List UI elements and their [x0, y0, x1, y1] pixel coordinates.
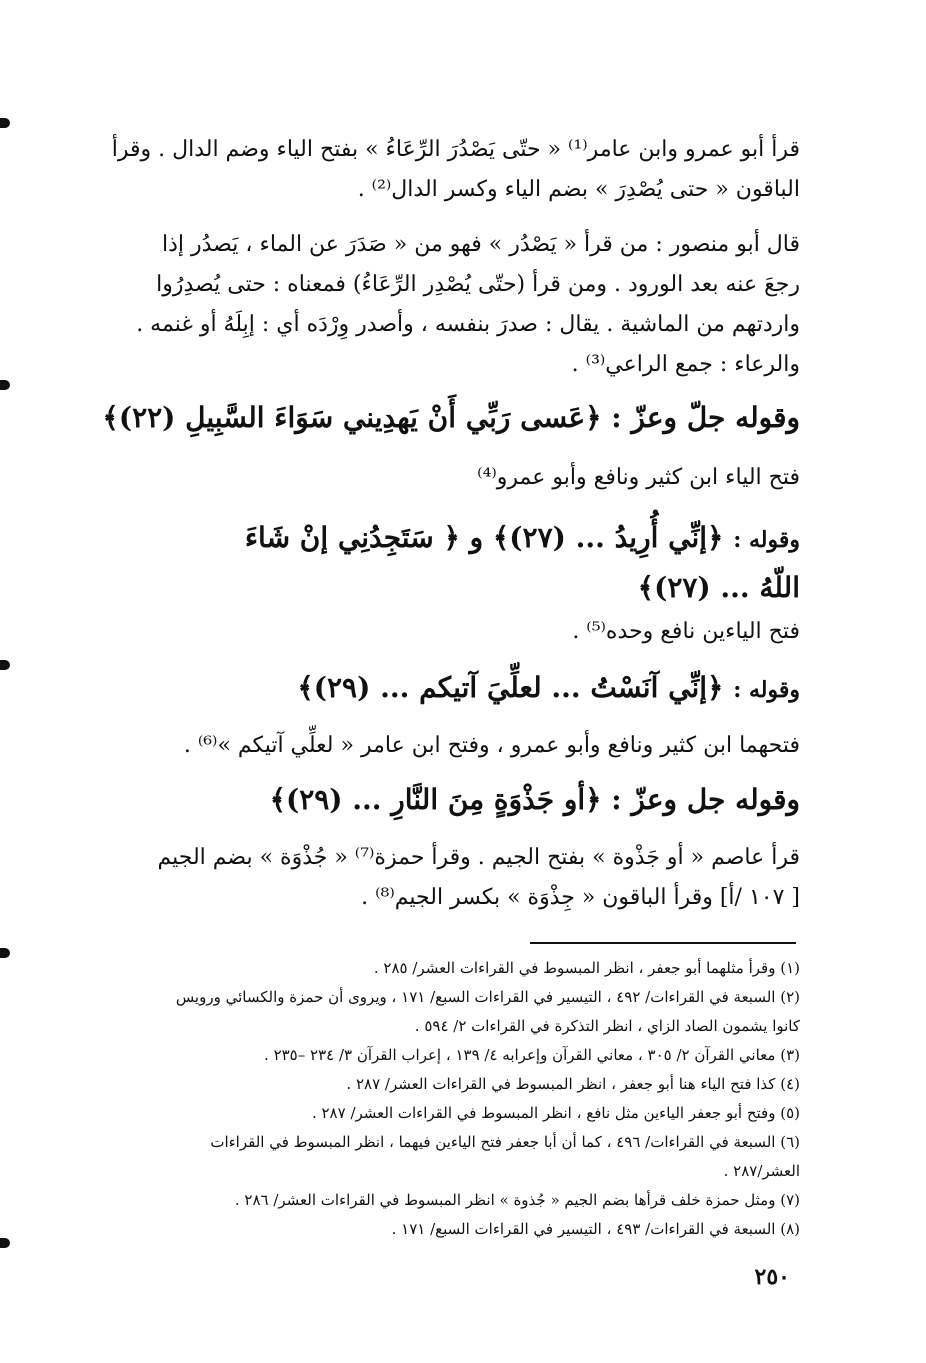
verse-line: اللّهُ ... (٢٧)﴾	[637, 571, 800, 604]
footnote: (٦) السبعة في القراءات/ ٤٩٦ ، كما أن أبا جعفر فتح الياءين فيهما ، انظر المبسوط في القراءات	[210, 1133, 800, 1151]
text-line: والرعاء : جمع الراعي⁽³⁾ .	[571, 352, 800, 377]
verse-quote-3	[120, 664, 800, 714]
footnotes	[100, 954, 800, 1244]
verse-line: وقوله جل وعزّ : ﴿أو جَذْوَةٍ مِنَ النَّارِ ... (٢٩)﴾	[269, 783, 800, 816]
footnote: (٣) معاني القرآن ٢/ ٣٠٥ ، معاني القرآن وإعرابه ٤/ ١٣٩ ، إعراب القرآن ٣/ ٢٣٤ –٢٣٥ .	[264, 1046, 800, 1064]
text-line: فتحهما ابن كثير ونافع وأبو عمرو ، وفتح ابن عامر « لعلِّي آتيكم »⁽⁶⁾ .	[183, 733, 800, 758]
verse-quote-4	[120, 776, 800, 824]
verse-text: ﴿إنِّي أُرِيدُ ... (٢٧)﴾ و ﴿ سَتَجِدُنِي إنْ شَاءَ	[244, 521, 724, 554]
scan-edge-mark	[0, 660, 10, 670]
paragraph-reading-5	[120, 838, 800, 918]
text-line: قال أبو منصور : من قرأ « يَصْدُر » فهو من « صَدَرَ عن الماء ، يَصدُر إذا	[162, 232, 800, 257]
text-line: رجعَ عنه بعد الورود . ومن قرأ (حتّى يُصْدِر الرِّعَاءُ) فمعناه : حتى يُصدِرُوا	[156, 272, 800, 297]
footnote: (٢) السبعة في القراءات/ ٤٩٢ ، التيسير في القراءات السبع/ ١٧١ ، ويروى أن حمزة والكسائي ورويس	[175, 988, 800, 1006]
footnote: (٨) السبعة في القراءات/ ٤٩٣ ، التيسير في القراءات السبع/ ١٧١ .	[391, 1220, 800, 1238]
verse-line	[120, 514, 800, 564]
verse-text: ﴿إنِّي آنَسْتُ ... لعلِّيَ آتيكم ... (٢٩)﴾	[297, 671, 724, 704]
paragraph-reading-1	[111, 130, 800, 210]
verse-line: وقوله جلّ وعزّ : ﴿عَسى رَبِّي أَنْ يَهدِيني سَوَاءَ السَّبِيلِ (٢٢)﴾	[102, 401, 800, 434]
footnote: (٥) وفتح أبو جعفر الياءين مثل نافع ، انظر المبسوط في القراءات العشر/ ٢٨٧ .	[311, 1104, 800, 1122]
scan-edge-mark	[0, 948, 10, 958]
text-line: واردتهم من الماشية . يقال : صدرَ بنفسه ، وأصدر وِرْدَه أي : إبِلَهُ أو غنمه .	[136, 312, 800, 337]
scan-edge-mark	[0, 118, 10, 128]
paragraph-reading-4	[120, 726, 800, 766]
text-line: فتح الياء ابن كثير ونافع وأبو عمرو⁽⁴⁾	[477, 465, 800, 490]
page-number: ٢٥٠	[754, 1264, 790, 1290]
footnote-separator	[530, 942, 796, 944]
footnote: (١) وقرأ مثلهما أبو جعفر ، انظر المبسوط في القراءات العشر/ ٢٨٥ .	[373, 959, 800, 977]
verse-intro: وقوله :	[733, 527, 800, 553]
paragraph-reading-2	[120, 458, 800, 498]
footnote: (٤) كذا فتح الياء هنا أبو جعفر ، انظر المبسوط في القراءات العشر/ ٢٨٧ .	[346, 1075, 800, 1093]
verse-line	[120, 664, 800, 714]
paragraph-reading-3	[120, 612, 800, 652]
text-line: قرأ أبو عمرو وابن عامر⁽¹⁾ « حتّى يَصْدُرَ الرِّعَاءُ » بفتح الياء وضم الدال . وقرأ	[111, 137, 800, 162]
text-line: فتح الياءين نافع وحده⁽⁵⁾ .	[572, 619, 800, 644]
footnote: (٧) ومثل حمزة خلف قرأها بضم الجيم « جُذوة » انظر المبسوط في القراءات العشر/ ٢٨٦ .	[234, 1191, 800, 1209]
text-line: [ ١٠٧ /أ] وقرأ الباقون « جِذْوَة » بكسر الجيم⁽⁸⁾ .	[361, 885, 800, 910]
scan-edge-mark	[0, 1238, 10, 1248]
verse-quote-1	[102, 394, 800, 442]
verse-quote-2	[120, 514, 800, 612]
text-line: الباقون « حتى يُصْدِرَ » بضم الياء وكسر الدال⁽²⁾ .	[357, 177, 800, 202]
footnote-continuation: العشر/٢٨٧ .	[723, 1162, 800, 1180]
text-line: قرأ عاصم « أو جَذْوة » بفتح الجيم . وقرأ حمزة⁽⁷⁾ « جُذْوَة » بضم الجيم	[157, 845, 800, 870]
scan-edge-mark	[0, 380, 10, 390]
verse-intro: وقوله :	[733, 677, 800, 703]
footnote-continuation: كانوا يشمون الصاد الزاي ، انظر التذكرة في القراءات ٢/ ٥٩٤ .	[414, 1017, 800, 1035]
paragraph-abu-mansur	[120, 225, 800, 385]
